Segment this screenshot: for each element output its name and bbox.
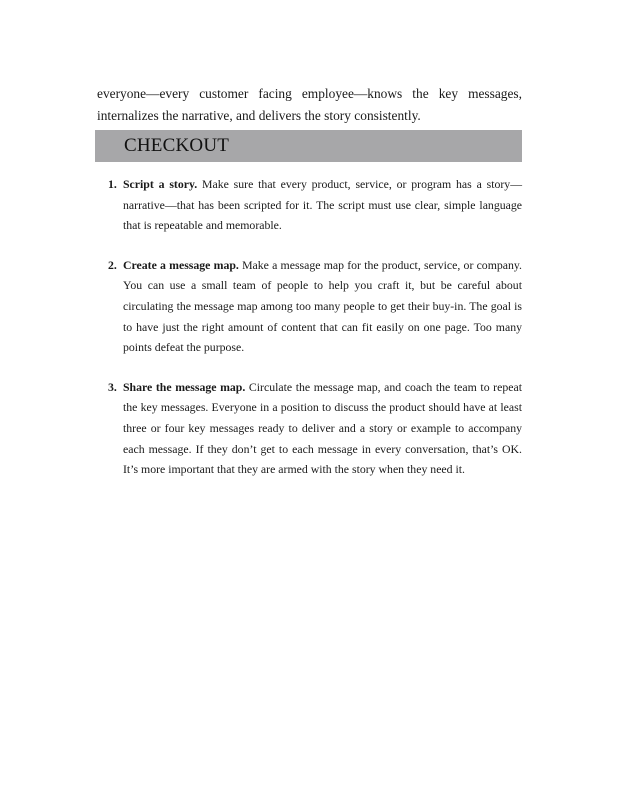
- section-title: CHECKOUT: [124, 135, 230, 156]
- section-banner: [95, 130, 522, 162]
- item-number: 1.: [108, 177, 117, 191]
- list-item: [97, 255, 522, 358]
- item-body: Make a message map for the product, service, or company. You can use a small team of people to help you craft it, but be careful about circulating the message map among too many people to get their buy-in. The goal is to have just the right amount of content that can fit easily on one page. Too many points defeat the purpose.: [123, 257, 522, 355]
- item-body: Make sure that every product, service, or program has a story—narrative—that has been scripted for it. The script must use clear, simple language that is repeatable and memorable.: [123, 177, 523, 233]
- item-number: 3.: [108, 379, 117, 394]
- intro-paragraph: everyone—every customer facing employee—knows the key messages, internalizes the narrative, and delivers the story consistently.: [97, 86, 522, 124]
- list-item: [97, 377, 522, 480]
- item-heading: Create a message map.: [123, 257, 243, 272]
- item-heading: Share the message map.: [123, 379, 249, 394]
- checkout-list: [97, 174, 522, 499]
- item-heading: Script a story.: [123, 177, 202, 191]
- list-item: [97, 174, 522, 236]
- item-body: Circulate the message map, and coach the team to repeat the key messages. Everyone in a position to discuss the product should have at least three or four key messages ready to deliver and a story or example to accompany each message. If they don’t get to each message in every conversation, that’s OK. It’s more important that they are armed with the story when they need it.: [123, 379, 522, 477]
- item-number: 2.: [108, 257, 117, 272]
